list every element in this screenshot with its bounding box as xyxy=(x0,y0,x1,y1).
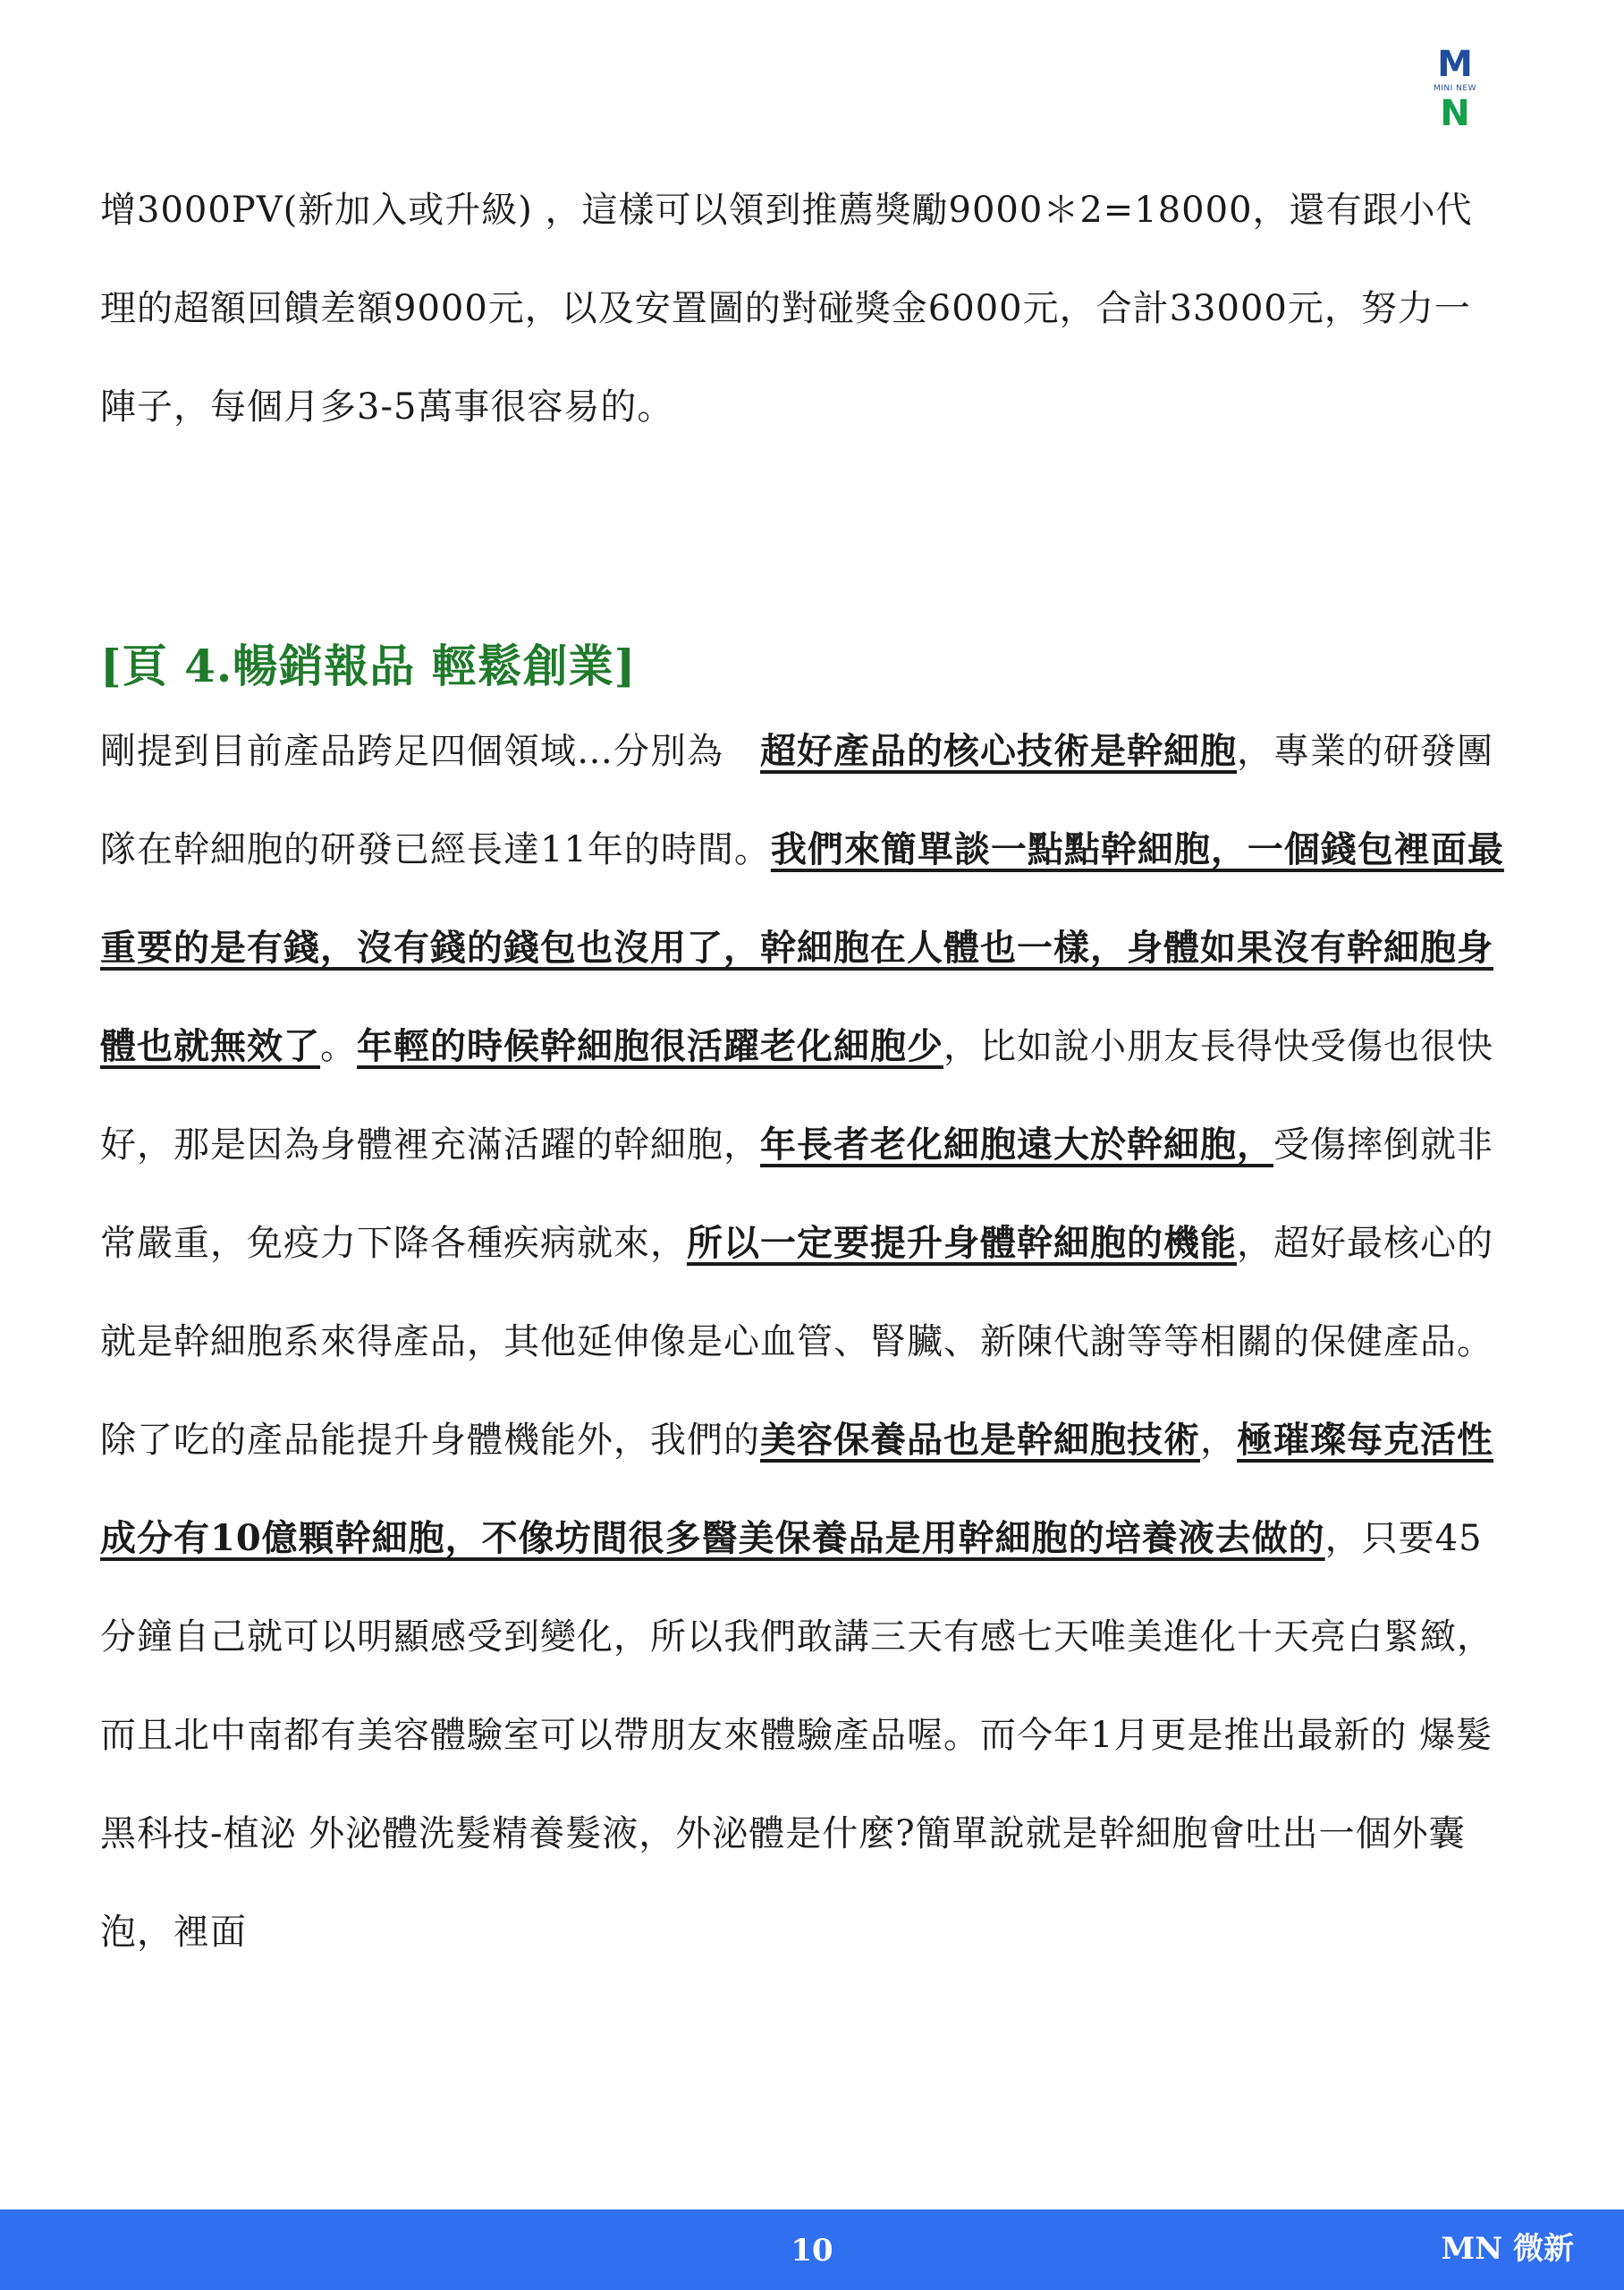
intro-paragraph: 增3000PV(新加入或升級) ，這樣可以領到推薦獎勵9000＊2=18000，還有跟小代理的超額回饋差額9000元，以及安置圖的對碰獎金6000元，合計33000元，努力一陣子，每個月多3-5萬事很容易的。 xyxy=(100,190,1473,428)
text-run: 受傷摔倒就非常嚴重，免疫力下降各種疾病就來， xyxy=(100,1124,1493,1264)
section-heading: [頁 4.暢銷報品 輕鬆創業] xyxy=(100,640,637,692)
text-run: ， xyxy=(1200,1420,1237,1461)
text-run: ，只要45分鐘自己就可以明顯感受到變化，所以我們敢講三天有感七天唯美進化十天亮白緊緻，而且北中南都有美容體驗室可以帶朋友來體驗產品喔。而今年1月更是推出最新的 爆髮黑科技-植泌 外泌體洗髮精養髮液，外泌體是什麼?簡單說就是幹細胞會吐出一個外囊泡，裡面 xyxy=(100,1518,1493,1953)
underlined-text-run: 超好產品的核心技術是幹細胞 xyxy=(760,730,1237,772)
footer-brand: MN 微新 xyxy=(1441,2231,1574,2267)
text-run: 剛提到目前產品跨足四個領域…分別為 xyxy=(100,731,760,772)
underlined-text-run: 極璀璨每克活性成分有10億顆幹細胞，不像坊間很多醫美保養品是用幹細胞的培養液去做的 xyxy=(100,1419,1493,1559)
logo-letter-n: N xyxy=(1440,93,1470,134)
underlined-text-run: 年輕的時候幹細胞很活躍老化細胞少 xyxy=(357,1025,943,1067)
body-paragraph-1 xyxy=(100,702,1504,1391)
brand-logo xyxy=(1415,44,1495,145)
underlined-text-run: 美容保養品也是幹細胞技術 xyxy=(760,1419,1200,1461)
text-run: ，比如說小朋友長得快受傷也很快好，那是因為身體裡充滿活躍的幹細胞， xyxy=(100,1026,1493,1166)
underlined-text-run: 年長者老化細胞遠大於幹細胞， xyxy=(760,1124,1273,1166)
page-footer xyxy=(0,2209,1624,2290)
page-content xyxy=(100,161,1504,1981)
page-number: 10 xyxy=(791,2233,833,2269)
underlined-text-run: 所以一定要提升身體幹細胞的機能 xyxy=(687,1222,1237,1264)
text-run: ，超好最核心的就是幹細胞系來得產品，其他延伸像是心血管、腎臟、新陳代謝等等相關的保健產品。 xyxy=(100,1223,1493,1362)
text-run: 。 xyxy=(320,1026,357,1067)
logo-wordmark: MINI NEW xyxy=(1434,84,1476,93)
text-run: 除了吃的產品能提升身體機能外，我們的 xyxy=(100,1420,760,1461)
logo-letter-m: M xyxy=(1437,44,1473,85)
body-paragraph-2 xyxy=(100,1391,1504,1981)
underlined-text-run: 我們來簡單談一點點幹細胞，一個錢包裡面最重要的是有錢，沒有錢的錢包也沒用了，幹細胞在人體也一樣，身體如果沒有幹細胞身體也就無效了 xyxy=(100,828,1504,1067)
text-run: ，專業的研發團隊在幹細胞的研發已經長達11年的時間。 xyxy=(100,731,1493,870)
